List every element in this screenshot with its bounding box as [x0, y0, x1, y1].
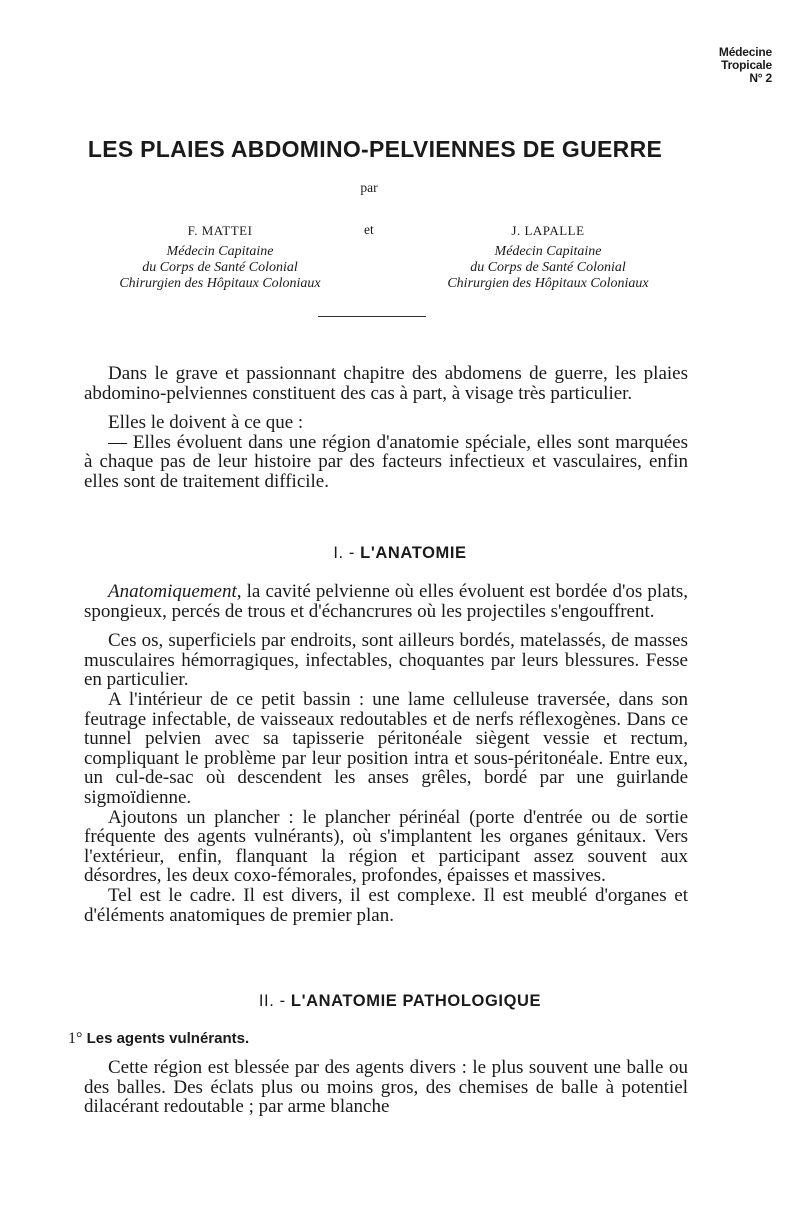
paragraph	[84, 582, 688, 621]
section-title: L'ANATOMIE	[360, 544, 467, 562]
paragraph-text: la cavité pelvienne où elles évoluent est bordée d'os plats, spongieux, percés de trous et d'échancrures où les projectiles s'engouffrent.	[84, 581, 688, 622]
section-number: II. -	[258, 992, 286, 1010]
paragraph: Cette région est blessée par des agents divers : le plus souvent une balle ou des balles. Des éclats plus ou moins gros, des chemises de balle à potentiel dilacérant redoutable ; par arme blanche	[84, 1057, 688, 1118]
title-divider	[318, 316, 426, 317]
journal-tag	[719, 46, 772, 85]
author-name: F. MATTEI	[187, 223, 253, 238]
section2-text	[84, 1058, 688, 1117]
author-role: Chirurgien des Hôpitaux Coloniaux	[119, 276, 321, 291]
author-role: Médecin Capitaine	[166, 244, 274, 259]
article-title: LES PLAIES ABDOMINO-PELVIENNES DE GUERRE	[87, 136, 663, 162]
section-number: I. -	[333, 544, 355, 562]
subsection-number: 1°	[68, 1030, 83, 1047]
journal-tag-line: Tropicale	[721, 58, 772, 72]
paragraph: A l'intérieur de ce petit bassin : une lame celluleuse traversée, dans son feutrage infectable, de vaisseaux redoutables et de nerfs réflexogènes. Dans ce tunnel pelvien avec sa tapisserie péritonéale siègent vessie et rectum, compliquant le problème par leur position intra et sous-péritonéale. Entre eux, un cul-de-sac où descendent les anses grêles, bordé par une guirlande sigmoïdienne.	[84, 688, 688, 808]
paragraph: — Elles évoluent dans une région d'anatomie spéciale, elles sont marquées à chaque pas de leur histoire par des facteurs infectieux et vasculaires, enfin elles sont de traitement difficile.	[84, 431, 688, 492]
paragraph: Tel est le cadre. Il est divers, il est complexe. Il est meublé d'organes et d'éléments anatomiques de premier plan.	[84, 884, 688, 926]
section-heading-anatomie-pathologique	[0, 992, 800, 1011]
section-heading-anatomie	[0, 544, 800, 563]
subsection-title: Les agents vulnérants.	[86, 1030, 250, 1047]
intro-text	[84, 364, 688, 492]
emphasis: Anatomiquement,	[108, 581, 242, 602]
author-left	[60, 222, 380, 292]
paragraph: Ajoutons un plancher : le plancher périnéal (porte d'entrée ou de sortie fréquente des agents vulnérants), où s'implantent les organes génitaux. Vers l'extérieur, enfin, flanquant la région et participant assez souvent aux désordres, les deux coxo-fémorales, profondes, épaisses et massives.	[84, 806, 688, 887]
byline-par: par	[360, 180, 378, 195]
journal-issue-number: N° 2	[749, 71, 772, 85]
paragraph: Elles le doivent à ce que :	[108, 412, 304, 434]
subsection-heading	[68, 1030, 249, 1048]
paragraph: Ces os, superficiels par endroits, sont ailleurs bordés, matelassés, de masses musculaires hémorragiques, infectables, choquantes par leurs blessures. Fesse en particulier.	[84, 630, 688, 691]
author-conjunction: et	[364, 222, 374, 237]
journal-tag-line: Médecine	[718, 45, 772, 59]
author-right	[388, 222, 708, 292]
author-name: J. LAPALLE	[511, 223, 585, 238]
author-role: Médecin Capitaine	[494, 244, 602, 259]
author-role: Chirurgien des Hôpitaux Coloniaux	[447, 276, 649, 291]
section1-text	[84, 582, 688, 925]
paragraph: Dans le grave et passionnant chapitre des abdomens de guerre, les plaies abdomino-pelviennes constituent des cas à part, à visage très particulier.	[84, 363, 688, 404]
author-role: du Corps de Santé Colonial	[470, 260, 626, 275]
section-title: L'ANATOMIE PATHOLOGIQUE	[290, 992, 542, 1010]
author-role: du Corps de Santé Colonial	[142, 260, 298, 275]
